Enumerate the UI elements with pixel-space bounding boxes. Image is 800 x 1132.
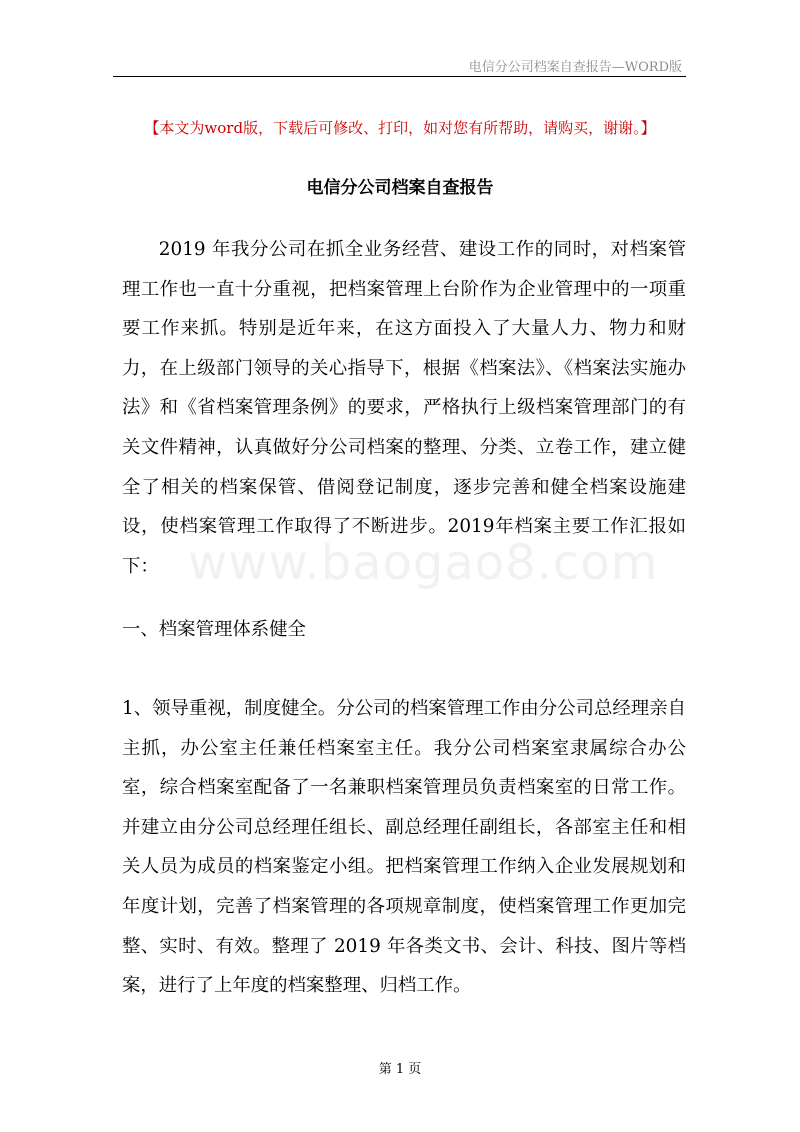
download-notice: 【本文为word版，下载后可修改、打印，如对您有所帮助，请购买，谢谢。】 (144, 119, 656, 137)
document-title: 电信分公司档案自查报告 (306, 178, 494, 198)
intro-paragraph: 2019 年我分公司在抓全业务经营、建设工作的同时，对档案管理工作也一直十分重视，把档案管理上台阶作为企业管理中的一项重要工作来抓。特别是近年来，在这方面投入了大量人力、物力和财力，在上级部门领导的关心指导下，根据《档案法》、《档案法实施办法》和《省档案管理条例》的要求，严格执行上级档案管理部门的有关文件精神，认真做好分公司档案的整理、分类、立卷工作，建立健全了相关的档案保管、借阅登记制度，逐步完善和健全档案设施建设，使档案管理工作取得了不断进步。2019年档案主要工作汇报如下： (122, 239, 686, 577)
watermark: www.baogao8.com (188, 535, 659, 591)
running-header: 电信分公司档案自查报告—WORD版 (468, 60, 682, 75)
header-divider (113, 76, 686, 77)
item-1-paragraph: 1、领导重视，制度健全。分公司的档案管理工作由分公司总经理亲自主抓，办公室主任兼任档案室主任。我分公司档案室隶属综合办公室，综合档案室配备了一名兼职档案管理员负责档案室的日常工作。并建立由分公司总经理任组长、副总经理任副组长，各部室主任和相关人员为成员的档案鉴定小组。把档案管理工作纳入企业发展规划和年度计划，完善了档案管理的各项规章制度，使档案管理工作更加完整、实时、有效。整理了 2019 年各类文书、会计、科技、图片等档案，进行了上年度的档案整理、归档工作。 (122, 698, 686, 997)
section-heading: 一、档案管理体系健全 (122, 619, 306, 640)
page-number: 第 1 页 (378, 1062, 422, 1077)
